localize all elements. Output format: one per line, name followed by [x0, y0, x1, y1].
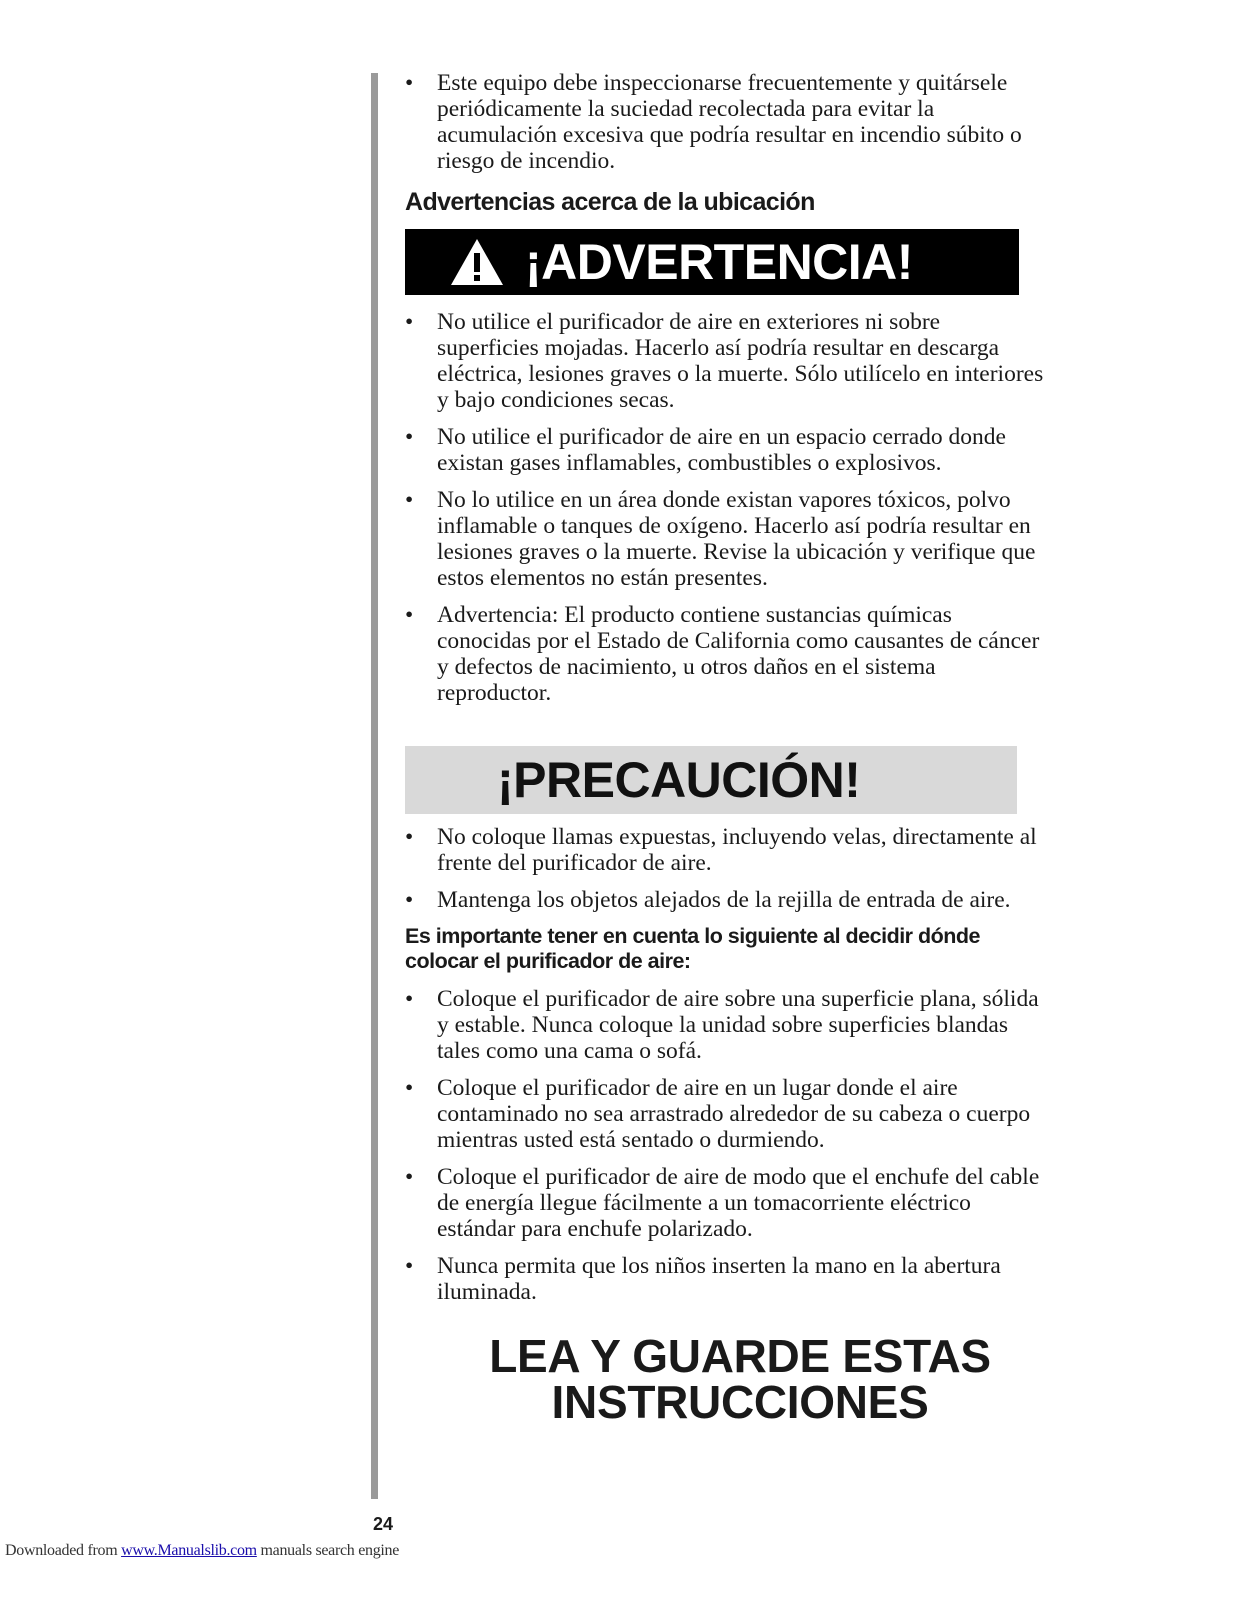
bullet-icon: •: [405, 70, 414, 96]
list-item: • Coloque el purificador de aire en un lugar donde el aire contaminado no sea arrastrado alrededor de su cabeza o cuerpo mientras usted está sentado o durmiendo.: [405, 1075, 1031, 1153]
bullet-icon: •: [405, 602, 414, 628]
caution-banner: [405, 746, 1017, 814]
final-heading: [405, 1330, 1075, 1428]
warning-banner: [405, 229, 1019, 295]
warning-triangle-icon: [449, 236, 505, 288]
list-item: • No lo utilice en un área donde existan vapores tóxicos, polvo inflamable o tanques de oxígeno. Hacerlo así podría resultar en lesiones graves o la muerte. Revise la ubicación y verifique que estos elementos no están presentes.: [405, 487, 1036, 591]
bullet-icon: •: [405, 1253, 414, 1279]
list-item: • No utilice el purificador de aire en un espacio cerrado donde existan gases inflamables, combustibles o explosivos.: [405, 424, 1006, 476]
placement-list: [405, 986, 1045, 1305]
bullet-icon: •: [405, 824, 414, 850]
intro-list: [405, 70, 1045, 174]
list-item: • Coloque el purificador de aire sobre una superficie plana, sólida y estable. Nunca coloque la unidad sobre superficies blandas tales como una cama o sofá.: [405, 986, 1039, 1064]
bullet-icon: •: [405, 1075, 414, 1101]
content-column: [405, 70, 1045, 1428]
footer: [5, 1542, 399, 1560]
list-item: • Mantenga los objetos alejados de la rejilla de entrada de aire.: [405, 887, 1011, 913]
page-number: 24: [373, 1514, 394, 1534]
list-item: • Coloque el purificador de aire de modo que el enchufe del cable de energía llegue fácilmente a un tomacorriente eléctrico estándar para enchufe polarizado.: [405, 1164, 1040, 1242]
placement-note: Es importante tener en cuenta lo siguiente al decidir dónde colocar el purificador de aire:: [405, 924, 981, 973]
list-item: • No coloque llamas expuestas, incluyendo velas, directamente al frente del purificador de aire.: [405, 824, 1037, 876]
bullet-icon: •: [405, 986, 414, 1012]
bullet-icon: •: [405, 487, 414, 513]
caution-title: ¡PRECAUCIÓN!: [497, 752, 861, 808]
list-item: • No utilice el purificador de aire en exteriores ni sobre superficies mojadas. Hacerlo así podría resultar en descarga eléctrica, lesiones graves o la muerte. Sólo utilícelo en interiores y bajo condiciones secas.: [405, 309, 1044, 413]
footer-link[interactable]: www.Manualslib.com: [121, 1542, 257, 1559]
bullet-icon: •: [405, 1164, 414, 1190]
warning-title: ¡ADVERTENCIA!: [525, 234, 913, 290]
list-item: • Nunca permita que los niños inserten la mano en la abertura iluminada.: [405, 1253, 1001, 1305]
footer-suffix: manuals search engine: [256, 1542, 400, 1559]
location-heading: Advertencias acerca de la ubicación: [405, 188, 815, 216]
footer-prefix: Downloaded from: [5, 1542, 122, 1559]
final-heading-line2: INSTRUCCIONES: [551, 1376, 929, 1428]
side-rule: [371, 73, 378, 1499]
list-item: • Este equipo debe inspeccionarse frecuentemente y quitársele periódicamente la suciedad recolectada para evitar la acumulación excesiva que podría resultar en incendio súbito o riesgo de incendio.: [405, 70, 1022, 174]
bullet-icon: •: [405, 309, 414, 335]
list-item: • Advertencia: El producto contiene sustancias químicas conocidas por el Estado de California como causantes de cáncer y defectos de nacimiento, u otros daños en el sistema reproductor.: [405, 602, 1040, 706]
final-heading-line1: LEA Y GUARDE ESTAS: [489, 1330, 991, 1382]
bullet-icon: •: [405, 424, 414, 450]
caution-list: [405, 824, 1045, 913]
warning-list: [405, 309, 1045, 706]
bullet-icon: •: [405, 887, 414, 913]
